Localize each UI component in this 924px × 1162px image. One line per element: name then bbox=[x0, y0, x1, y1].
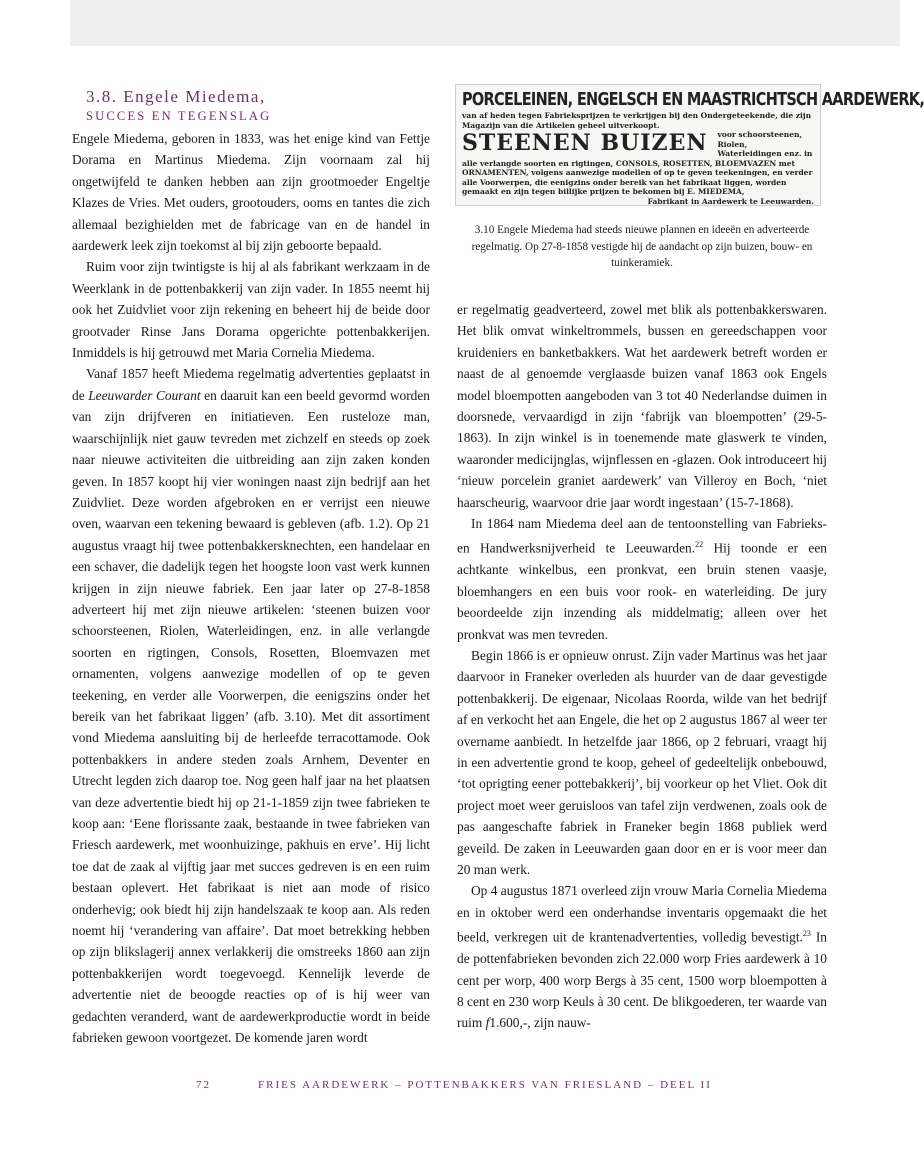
paragraph: Engele Miedema, geboren in 1833, was het enige kind van Fettje Dorama en Martinus Miedema. Zijn voornaam zal hij ongetwijfeld te danken hebben aan zijn grootmoeder Engeltje Klazes de Vries. Met ouders, grootouders, ooms en tantes die zich allemaal bezighielden met de fabricage van en de handel in aardewerk leek zijn toekomst al bij zijn geboorte bepaald. bbox=[72, 131, 430, 254]
text-run: In 1864 nam Miedema deel aan de tentoonstelling van Fabrieks- en Handwerksnijverheid te Leeuwarden. bbox=[457, 516, 827, 556]
paragraph: er regelmatig geadverteerd, zowel met blik als pottenbakkerswaren. Het blik omvat winkeltrommels, bussen en gereedschappen voor kruideniers en banketbakkers. Wat het aardewerk betreft worden er naast de al genoemde verglaasde buizen vanaf 1863 ook Engels model bloempotten aangeboden van 3 tot 40 Nederlandse duimen in doorsnede, vervaardigd in zijn ‘fabrijk van bloempotten’ (29-5-1863). In zijn winkel is in toenemende mate glaswerk te vinden, waaronder medicijnglas, wijnflessen en -glazen. Ook introduceert hij ‘nieuw porcelein graniet aardewerk’ van Villeroy en Boch, ‘niet haarscheurig, waarvoor drie jaar wordt ingestaan’ (15-7-1868). bbox=[457, 302, 827, 510]
page-number: 72 bbox=[196, 1079, 211, 1091]
advert-headline: PORCELEINEN, ENGELSCH EN MAASTRICHTSCH AARDEWERK, bbox=[462, 90, 924, 110]
advert-line: voor schoorsteenen, Riolen, Waterleidingen enz. in alle verlangde soorten en rigtingen, CONSOLS, ROSETTEN, BLOEMVAZEN met ORNAMENTEN, volgens aanwezige modellen of op te geven teekeningen, en verder alle Voorwerpen, die eenigzins onder bereik van het fabrikaat liggen, worden gemaakt en zijn tegen billijke prijzen te bekomen bij E. MIEDEMA, bbox=[462, 130, 813, 196]
left-column bbox=[72, 128, 430, 1048]
paragraph bbox=[457, 880, 827, 1033]
text-run: 1.600,-, zijn nauw- bbox=[489, 1015, 591, 1031]
section-heading bbox=[86, 86, 271, 124]
paragraph bbox=[457, 513, 827, 645]
text-run: In de pottenfabrieken bevonden zich 22.000 worp Fries aardewerk à 10 cent per worp, 400 worp Bergs à 35 cent, 1500 worp bloempotten à 8 cent en 230 worp Keuls à 30 cent. De blikgoederen, ter waarde van ruim bbox=[457, 929, 827, 1031]
text-run: Op 4 augustus 1871 overleed zijn vrouw Maria Cornelia Miedema en in oktober werd een onderhandse inventaris opgemaakt die het beeld, verkregen uit de krantenadvertenties, volledig bevestigt. bbox=[457, 883, 827, 945]
section-subtitle: SUCCES EN TEGENSLAG bbox=[86, 109, 272, 123]
footnote-ref: 22 bbox=[695, 540, 704, 550]
right-column bbox=[457, 299, 827, 1034]
paragraph: Begin 1866 is er opnieuw onrust. Zijn vader Martinus was het jaar daarvoor in Franeker overleden als huurder van de daar gevestigde pottenbakkerij. De eigenaar, Nicolaas Roorda, wilde van het bedrijf af en verkocht het aan Engele, die het op 2 augustus 1867 al weer ter overname aanbiedt. In hetzelfde jaar 1866, op 2 februari, vraagt hij in een advertentie grond te koop, geheel of gedeeltelijk onbebouwd, ‘tot oprigting eener pottebakkerij’, bij voorkeur op het Vliet. Ook dit project moet weer geruisloos van tafel zijn verdwenen, zoals ook de pas aangeschafte fabriek in Franeker begin 1868 publiek werd geveild. De zaken in Leeuwarden gaan door en er is voor meer dan 20 man werk. bbox=[457, 647, 827, 878]
text-run: Hij toonde er een achtkante winkelbus, een pronkvat, een bruin stenen vaasje, bloemhangers en een buis voor rook- en waterleiding. De jury beoordeelde zijn inzending als middelmatig; alleen over het pronkvat was men tevreden. bbox=[457, 540, 827, 642]
newspaper-title: Leeuwarder Courant bbox=[88, 387, 201, 403]
footnote-ref: 23 bbox=[802, 929, 811, 939]
paragraph: Ruim voor zijn twintigste is hij al als fabrikant werkzaam in de Weerklank in de pottenbakkerij van zijn vader. In 1855 neemt hij ook het Zuidvliet voor zijn rekening en beheert hij de beide door grootvader Rinse Jans Dorama opgerichte pottenbakkerijen. Inmiddels is hij getrouwd met Maria Cornelia Miedema. bbox=[72, 259, 430, 361]
text-run: Vanaf 1857 heeft Miedema regelmatig advertenties geplaatst in de bbox=[72, 366, 430, 403]
figure-caption: 3.10 Engele Miedema had steeds nieuwe plannen en ideeën en adverteerde regelmatig. Op 27-8-1858 vestigde hij de aandacht op zijn buizen, bouw- en tuinkeramiek. bbox=[471, 224, 813, 269]
section-title: 3.8. Engele Miedema, bbox=[86, 87, 266, 106]
currency-symbol: f bbox=[485, 1015, 490, 1031]
page-footer bbox=[0, 1079, 900, 1095]
running-footer-title: FRIES AARDEWERK – POTTENBAKKERS VAN FRIESLAND – DEEL II bbox=[258, 1079, 712, 1091]
advertisement-image bbox=[455, 84, 924, 206]
advert-signature: Fabrikant in Aardewerk te Leeuwarden. bbox=[647, 196, 814, 206]
paragraph bbox=[72, 363, 430, 1048]
text-run: en daaruit kan een beeld gevormd worden van zijn drijfveren en initiatieven. Een rusteloze man, waarschijnlijk niet gauw tevreden met zichzelf en steeds op zoek naar nieuwe activiteiten die uitbreiding aan zijn zaken konden geven. In 1857 koopt hij vier woningen naast zijn bedrijf aan het Zuidvliet. Deze worden afgebroken en er verrijst een nieuwe oven, waarvan een tekening bewaard is gebleven (afb. 1.2). Op 21 augustus vraagt hij twee pottenbakkersknechten, een handelaar en een schaver, die dadelijk tegen het hoogste loon vast werk kunnen krijgen in zijn nieuwe fabriek. Een jaar later op 27-8-1858 adverteert hij met zijn nieuwe artikelen: ‘steenen buizen voor schoorsteenen, Riolen, Waterleidingen, enz. in alle verlangde soorten en rigtingen, Consols, Rosetten, Bloemvazen met ornamenten, volgens aanwezige modellen of op te geven teekening, en verder alle Voorwerpen, die eenigszins onder het bereik van het fabrikaat liggen’ (afb. 3.10). Met dit assortiment vond Miedema aansluiting bij de herleefde terracottamode. Ook pottenbakkers in andere steden zoals Arnhem, Deventer en Utrecht legden zich daarop toe. Nog geen half jaar na het plaatsen van deze advertentie biedt hij op 21-1-1859 zijn twee fabrieken te koop aan: ‘Eene florissante zaak, bestaande in twee fabrieken van Friesch aardewerk, met woonhuizinge, pakhuis en erve’. Hij licht toe dat de zaak al vijftig jaar met succes gedreven is en een ruim bestaan oplevert. Het fabrikaat is niet aan mode of risico onderhevig; ook biedt hij zijn handelszaak te koop aan. Als reden noemt hij ‘verandering van affaire’. Dat moet betrekking hebben op zijn blikslagerij annex verlakkerij die omstreeks 1860 aan zijn pottenbakkerijen wordt toegevoegd. Kennelijk leverde de advertentie niet de beoogde reacties op of is hij weer van gedachten veranderd, want de aardewerkproductie wordt in beide fabrieken gewoon voortgezet. De komende jaren wordt bbox=[72, 387, 430, 1046]
scan-top-strip bbox=[70, 0, 900, 46]
advert-line: van af heden tegen Fabrieksprijzen te verkrijgen bij den Ondergeteekende, die zijn Magazijn van die Artikelen geheel uitverkoopt. bbox=[462, 111, 812, 130]
advert-big-text: STEENEN BUIZEN bbox=[462, 130, 708, 156]
